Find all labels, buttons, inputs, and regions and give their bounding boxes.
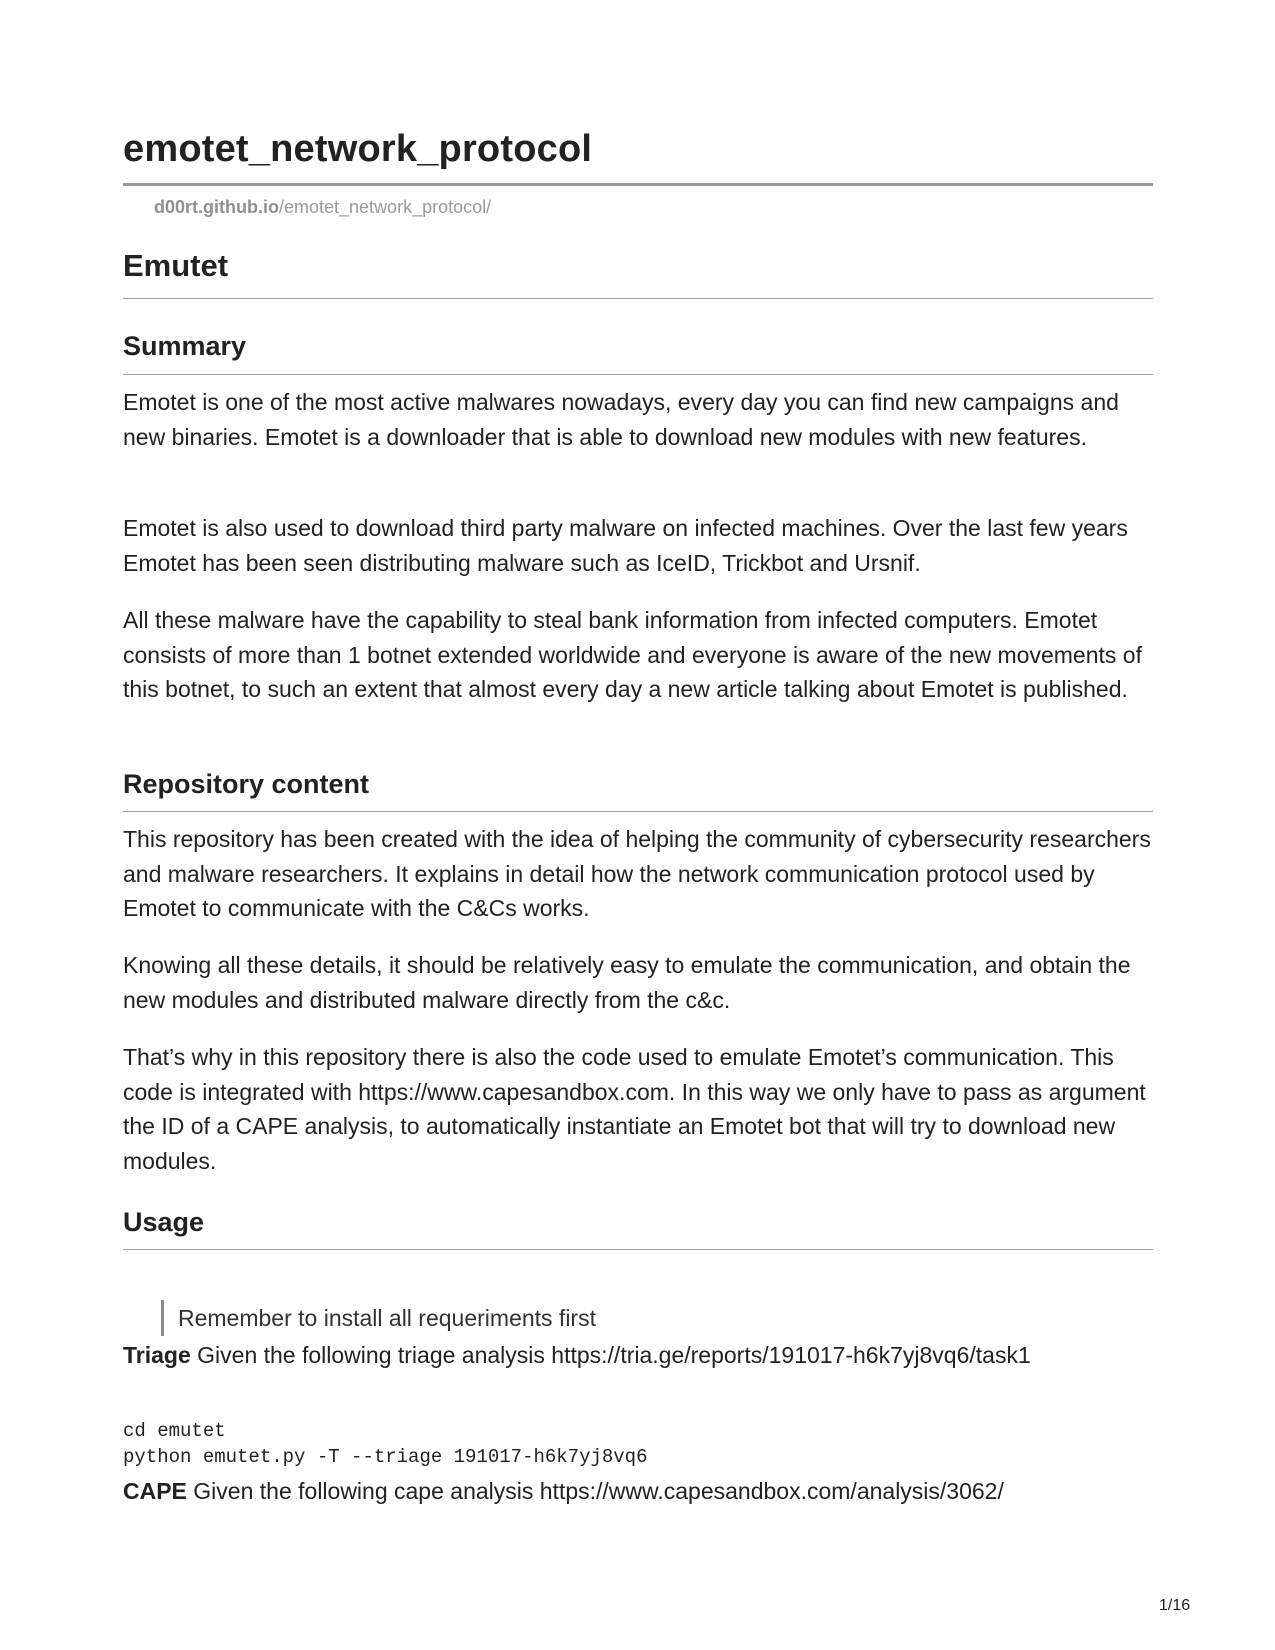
requirements-note: Remember to install all requeriments first <box>161 1300 596 1336</box>
main-heading: Emutet <box>123 248 229 283</box>
main-heading-divider <box>123 298 1153 299</box>
triage-text: Given the following triage analysis https://tria.ge/reports/191017-h6k7yj8vq6/task1 <box>190 1342 1031 1368</box>
cape-label: CAPE <box>123 1478 187 1504</box>
summary-paragraph-1: Emotet is one of the most active malwares nowadays, every day you can find new campaigns and new binaries. Emotet is a downloader that is able to download new modules with new features. <box>123 389 1119 450</box>
usage-divider <box>123 1249 1153 1250</box>
triage-label: Triage <box>123 1342 191 1368</box>
document-title: emotet_network_protocol <box>123 128 593 170</box>
source-path: /emotet_network_protocol/ <box>279 197 492 217</box>
repository-divider <box>123 811 1153 812</box>
title-divider <box>123 183 1153 186</box>
summary-heading: Summary <box>123 331 247 361</box>
summary-paragraph-2: Emotet is also used to download third party malware on infected machines. Over the last few years Emotet has been seen distributing malware such as IceID, Trickbot and Ursnif. <box>123 515 1128 576</box>
source-url[interactable] <box>154 197 491 218</box>
code-line: cd emutet <box>123 1420 226 1442</box>
source-domain: d00rt.github.io <box>154 197 279 217</box>
summary-divider <box>123 374 1153 375</box>
summary-paragraph-3: All these malware have the capability to steal bank information from infected computers. Emotet consists of more than 1 botnet extended worldwide and everyone is aware of the new movements of this botnet, to such an extent that almost every day a new article talking about Emotet is published. <box>123 607 1142 702</box>
repository-heading: Repository content <box>123 769 370 799</box>
cape-line <box>123 1474 1153 1509</box>
code-line: python emutet.py -T --triage 191017-h6k7yj8vq6 <box>123 1446 648 1468</box>
repository-paragraph-3: That’s why in this repository there is also the code used to emulate Emotet’s communication. This code is integrated with https://www.capesandbox.com. In this way we only have to pass as argument the ID of a CAPE analysis, to automatically instantiate an Emotet bot that will try to download new modules. <box>123 1044 1146 1174</box>
triage-line <box>123 1338 1153 1373</box>
page-number: 1/16 <box>1159 1597 1191 1614</box>
cape-text: Given the following cape analysis https://www.capesandbox.com/analysis/3062/ <box>186 1478 1004 1504</box>
code-block <box>123 1418 648 1470</box>
repository-paragraph-1: This repository has been created with the idea of helping the community of cybersecurity researchers and malware researchers. It explains in detail how the network communication protocol used by Emotet to communicate with the C&Cs works. <box>123 826 1151 921</box>
usage-heading: Usage <box>123 1207 205 1237</box>
repository-paragraph-2: Knowing all these details, it should be relatively easy to emulate the communication, and obtain the new modules and distributed malware directly from the c&c. <box>123 952 1131 1013</box>
